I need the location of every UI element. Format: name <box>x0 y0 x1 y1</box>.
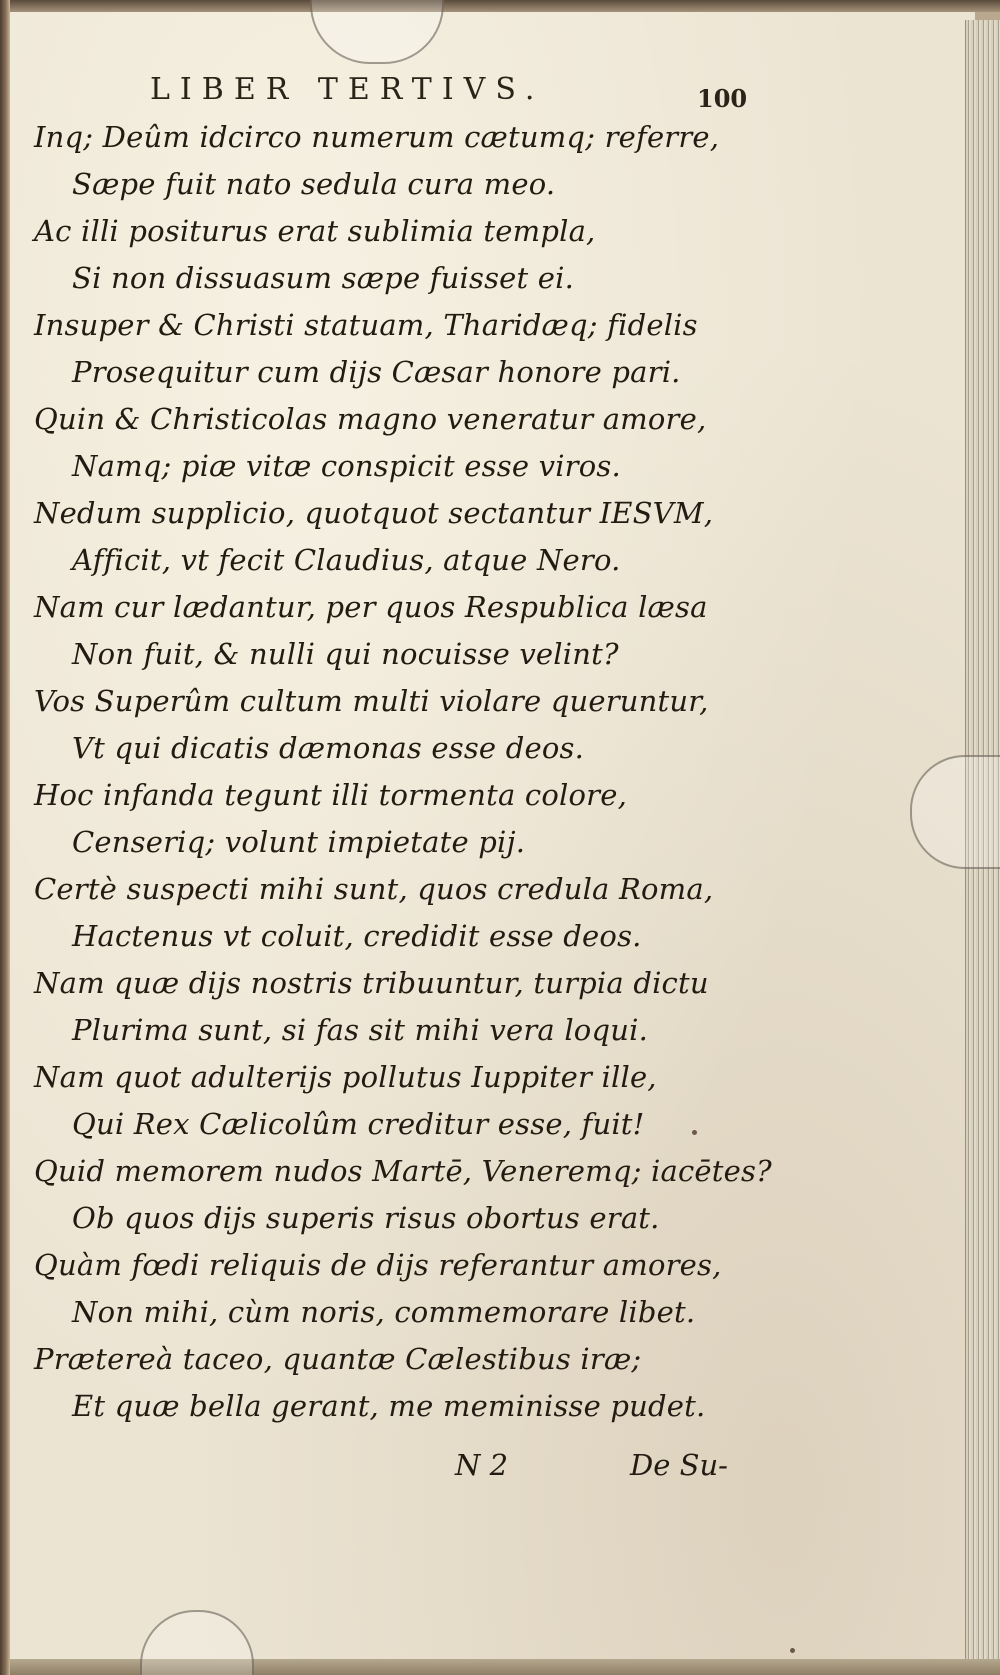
verse-line: Prosequitur cum dijs Cæsar honore pari. <box>72 355 681 389</box>
ink-speck <box>790 1648 795 1653</box>
verse-line: Nam quot adulterijs pollutus Iuppiter ille, <box>34 1060 657 1094</box>
verse-line: Hactenus vt coluit, credidit esse deos. <box>72 919 642 953</box>
book-binding <box>0 0 10 1675</box>
verse-line: Sæpe fuit nato sedula cura meo. <box>72 167 556 201</box>
verse-line: Certè suspecti mihi sunt, quos credula Roma, <box>34 872 714 906</box>
verse-line: Namq; piæ vitæ conspicit esse viros. <box>72 449 621 483</box>
running-title: LIBER TERTIVS. <box>150 72 545 107</box>
verse-line: Qui Rex Cælicolûm creditur esse, fuit! <box>72 1107 645 1141</box>
catchword: De Su- <box>630 1448 728 1482</box>
verse-line: Si non dissuasum sæpe fuisset ei. <box>72 261 575 295</box>
ink-speck <box>692 1130 697 1135</box>
verse-line: Nam quæ dijs nostris tribuuntur, turpia dictu <box>34 966 709 1000</box>
verse-line: Vt qui dicatis dæmonas esse deos. <box>72 731 584 765</box>
folio-number: 100 <box>697 84 748 113</box>
verse-line: Non mihi, cùm noris, commemorare libet. <box>72 1295 696 1329</box>
verse-line: Plurima sunt, si fas sit mihi vera loqui. <box>72 1013 648 1047</box>
verse-line: Ob quos dijs superis risus obortus erat. <box>72 1201 660 1235</box>
verse-line: Ac illi positurus erat sublimia templa, <box>34 214 596 248</box>
verse-line: Inq; Deûm idcirco numerum cætumq; referre, <box>34 120 720 154</box>
verse-line: Quid memorem nudos Martē, Veneremq; iacētes? <box>34 1154 772 1188</box>
verse-line: Quàm fœdi reliquis de dijs referantur amores, <box>34 1248 722 1282</box>
signature-mark: N 2 <box>455 1448 509 1482</box>
verse-line: Nam cur lædantur, per quos Respublica læsa <box>34 590 708 624</box>
verse-line: Censeriq; volunt impietate pij. <box>72 825 526 859</box>
verse-line: Non fuit, & nulli qui nocuisse velint? <box>72 637 619 671</box>
verse-line: Prætereà taceo, quantæ Cælestibus iræ; <box>34 1342 642 1376</box>
verse-line: Hoc infanda tegunt illi tormenta colore, <box>34 778 628 812</box>
verse-line: Vos Superûm cultum multi violare queruntur, <box>34 684 709 718</box>
top-edge <box>0 0 1000 12</box>
verse-line: Afficit, vt fecit Claudius, atque Nero. <box>72 543 621 577</box>
verse-line: Nedum supplicio, quotquot sectantur IESVM, <box>34 496 714 530</box>
verse-line: Quin & Christicolas magno veneratur amore, <box>34 402 707 436</box>
verse-line: Et quæ bella gerant, me meminisse pudet. <box>72 1389 706 1423</box>
verse-line: Insuper & Christi statuam, Tharidæq; fidelis <box>34 308 698 342</box>
